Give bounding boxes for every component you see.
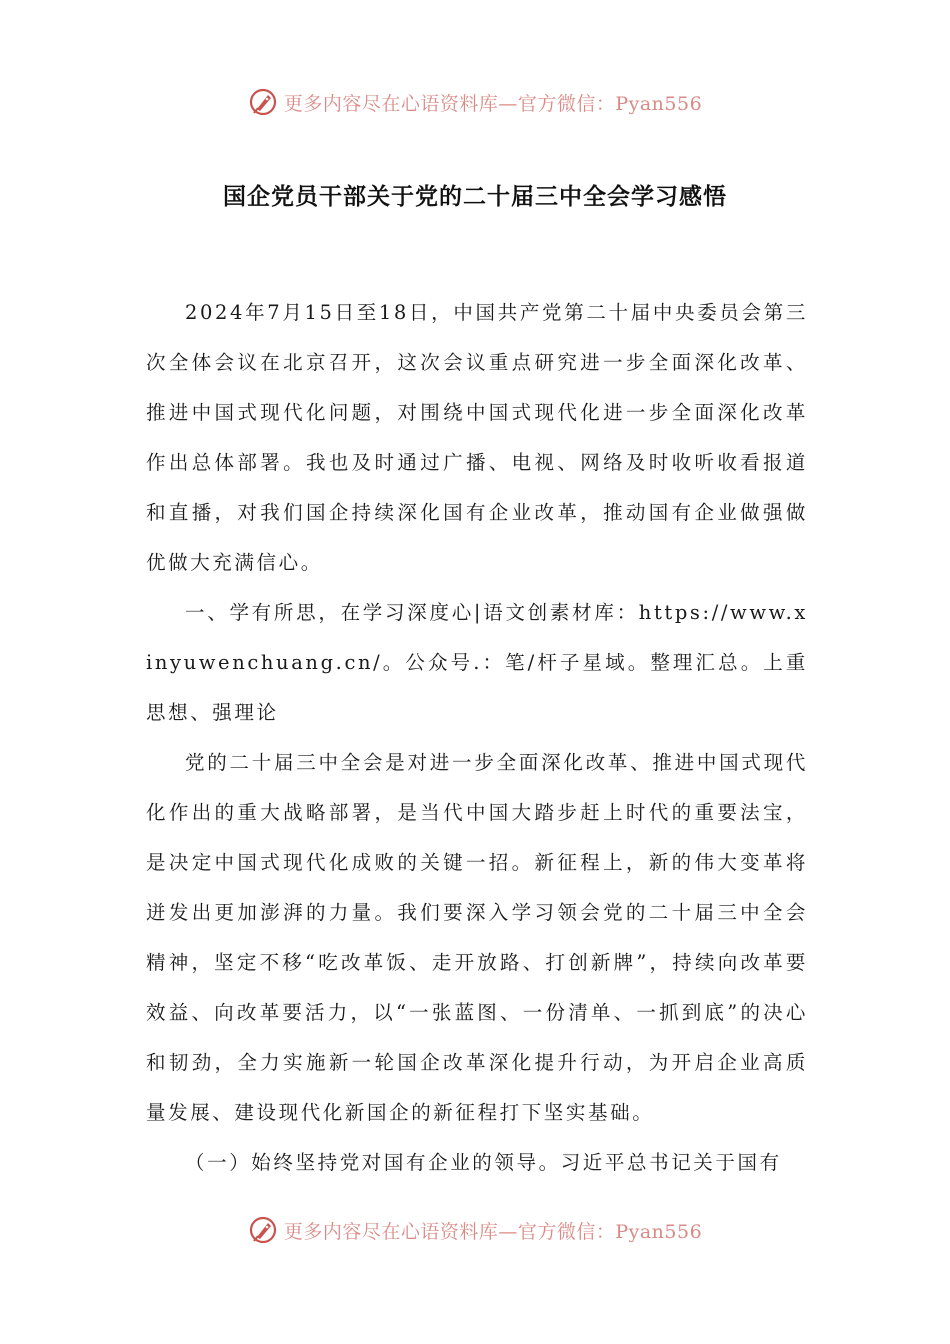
paragraph: 2024年7月15日至18日，中国共产党第二十届中央委员会第三次全体会议在北京召开，这次会议重点研究进一步全面深化改革、推进中国式现代化问题，对围绕中国式现代化进一步全面深化改革作出总体部署。我也及时通过广播、电视、网络及时收听收看报道和直播，对我们国企持续深化国有企业改革，推动国有企业做强做优做大充满信心。: [146, 301, 808, 574]
page-title: 国企党员干部关于党的二十届三中全会学习感悟: [223, 184, 727, 210]
header-watermark-banner: [0, 82, 950, 122]
paragraph: 一、学有所思，在学习深度心|语文创素材库：https://www.xinyuwenchuang.cn/。公众号.：笔/杆子星域。整理汇总。上重思想、强理论: [146, 601, 808, 724]
pen-nib-circle-icon: [248, 87, 278, 117]
pen-nib-circle-icon: [248, 1215, 278, 1245]
paragraph: 党的二十届三中全会是对进一步全面深化改革、推进中国式现代化作出的重大战略部署，是当代中国大踏步赶上时代的重要法宝，是决定中国式现代化成败的关键一招。新征程上，新的伟大变革将迸发出更加澎湃的力量。我们要深入学习领会党的二十届三中全会精神，坚定不移“吃改革饭、走开放路、打创新牌”，持续向改革要效益、向改革要活力，以“一张蓝图、一份清单、一抓到底”的决心和韧劲，全力实施新一轮国企改革深化提升行动，为开启企业高质量发展、建设现代化新国企的新征程打下坚实基础。: [146, 751, 808, 1124]
footer-watermark-banner: [0, 1210, 950, 1250]
watermark-text: 更多内容尽在心语资料库—官方微信：Pyan556: [283, 92, 703, 115]
document-body: [146, 288, 808, 1188]
paragraph: （一）始终坚持党对国有企业的领导。习近平总书记关于国有: [185, 1151, 782, 1174]
watermark-text: 更多内容尽在心语资料库—官方微信：Pyan556: [283, 1220, 703, 1243]
